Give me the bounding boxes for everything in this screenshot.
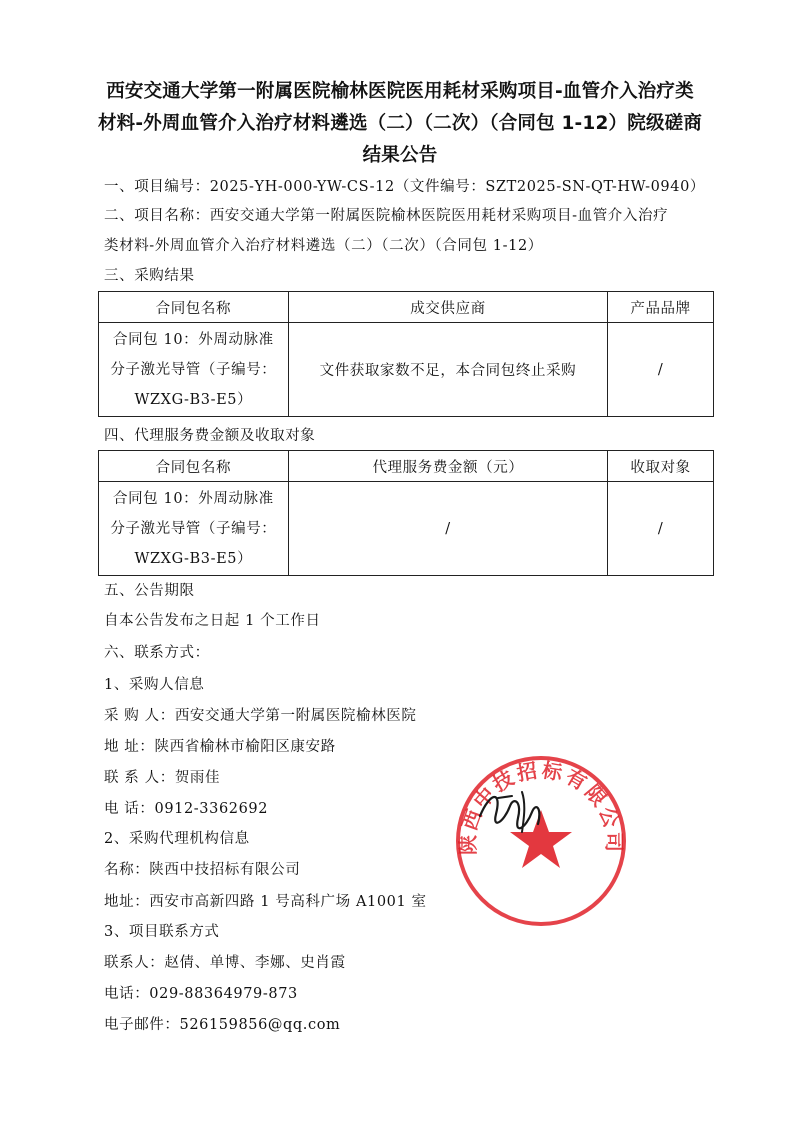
package-line: 合同包 10：外周动脉准 bbox=[112, 490, 274, 507]
contact-heading: 六、联系方式： bbox=[104, 645, 210, 661]
title-line-3: 结果公告 bbox=[362, 145, 438, 166]
column-header-package: 合同包名称 bbox=[99, 292, 289, 323]
buyer-phone: 电 话：0912-3362692 bbox=[104, 801, 269, 817]
column-header-supplier: 成交供应商 bbox=[288, 292, 607, 323]
column-header-payer: 收取对象 bbox=[608, 451, 714, 482]
table-row bbox=[99, 482, 714, 576]
payer-cell: / bbox=[608, 482, 714, 576]
buyer-heading: 1、采购人信息 bbox=[104, 677, 205, 693]
package-line: 分子激光导管（子编号： bbox=[110, 361, 277, 378]
agency-address: 地址：西安市高新四路 1 号高科广场 A1001 室 bbox=[104, 894, 427, 910]
column-header-package: 合同包名称 bbox=[99, 451, 289, 482]
agency-name: 名称：陕西中技招标有限公司 bbox=[104, 862, 301, 878]
agency-fee-heading: 四、代理服务费金额及收取对象 bbox=[104, 428, 316, 444]
procurement-result-heading: 三、采购结果 bbox=[104, 268, 195, 284]
procurement-result-table bbox=[98, 291, 714, 417]
buyer-address: 地 址：陕西省榆林市榆阳区康安路 bbox=[104, 739, 336, 755]
project-number: 一、项目编号：2025-YH-000-YW-CS-12（文件编号：SZT2025-SN-QT-HW-0940） bbox=[104, 179, 706, 195]
title-line-2: 材料-外周血管介入治疗材料遴选（二）（二次）（合同包 1-12）院级磋商 bbox=[97, 113, 703, 134]
notice-period-heading: 五、公告期限 bbox=[104, 583, 195, 599]
project-name-line-2: 类材料-外周血管介入治疗材料遴选（二）（二次）（合同包 1-12） bbox=[104, 238, 543, 254]
agency-fee-table bbox=[98, 450, 714, 576]
package-line: 合同包 10：外周动脉准 bbox=[112, 331, 274, 348]
project-name-line-1: 二、项目名称：西安交通大学第一附属医院榆林医院医用耗材采购项目-血管介入治疗 bbox=[104, 208, 669, 224]
seal-text: 陕西中技招标有限公司 bbox=[455, 757, 627, 855]
document-title bbox=[80, 76, 720, 172]
supplier-cell: 文件获取家数不足，本合同包终止采购 bbox=[288, 323, 607, 417]
package-line: WZXG-B3-E5） bbox=[134, 550, 253, 567]
table-header-row bbox=[99, 451, 714, 482]
seal-star-icon bbox=[510, 810, 572, 868]
project-contact-people: 联系人：赵倩、单博、李娜、史肖霞 bbox=[104, 955, 346, 971]
column-header-brand: 产品品牌 bbox=[608, 292, 714, 323]
buyer-contact: 联 系 人：贺雨佳 bbox=[104, 770, 221, 786]
project-contact-heading: 3、项目联系方式 bbox=[104, 924, 220, 940]
table-row bbox=[99, 323, 714, 417]
company-seal bbox=[452, 752, 630, 930]
agency-heading: 2、采购代理机构信息 bbox=[104, 831, 250, 847]
handwritten-signature bbox=[480, 797, 539, 828]
column-header-fee: 代理服务费金额（元） bbox=[288, 451, 607, 482]
fee-cell: / bbox=[288, 482, 607, 576]
project-contact-email: 电子邮件：526159856@qq.com bbox=[104, 1017, 341, 1033]
buyer-name: 采 购 人：西安交通大学第一附属医院榆林医院 bbox=[104, 708, 417, 724]
brand-cell: / bbox=[608, 323, 714, 417]
title-line-1: 西安交通大学第一附属医院榆林医院医用耗材采购项目-血管介入治疗类 bbox=[106, 81, 694, 102]
package-line: WZXG-B3-E5） bbox=[134, 391, 253, 408]
table-header-row bbox=[99, 292, 714, 323]
project-contact-phone: 电话：029-88364979-873 bbox=[104, 986, 298, 1002]
package-line: 分子激光导管（子编号： bbox=[110, 520, 277, 537]
handwritten-signature-stroke bbox=[498, 792, 524, 832]
notice-period-text: 自本公告发布之日起 1 个工作日 bbox=[104, 613, 321, 629]
package-cell bbox=[99, 323, 289, 417]
package-cell bbox=[99, 482, 289, 576]
